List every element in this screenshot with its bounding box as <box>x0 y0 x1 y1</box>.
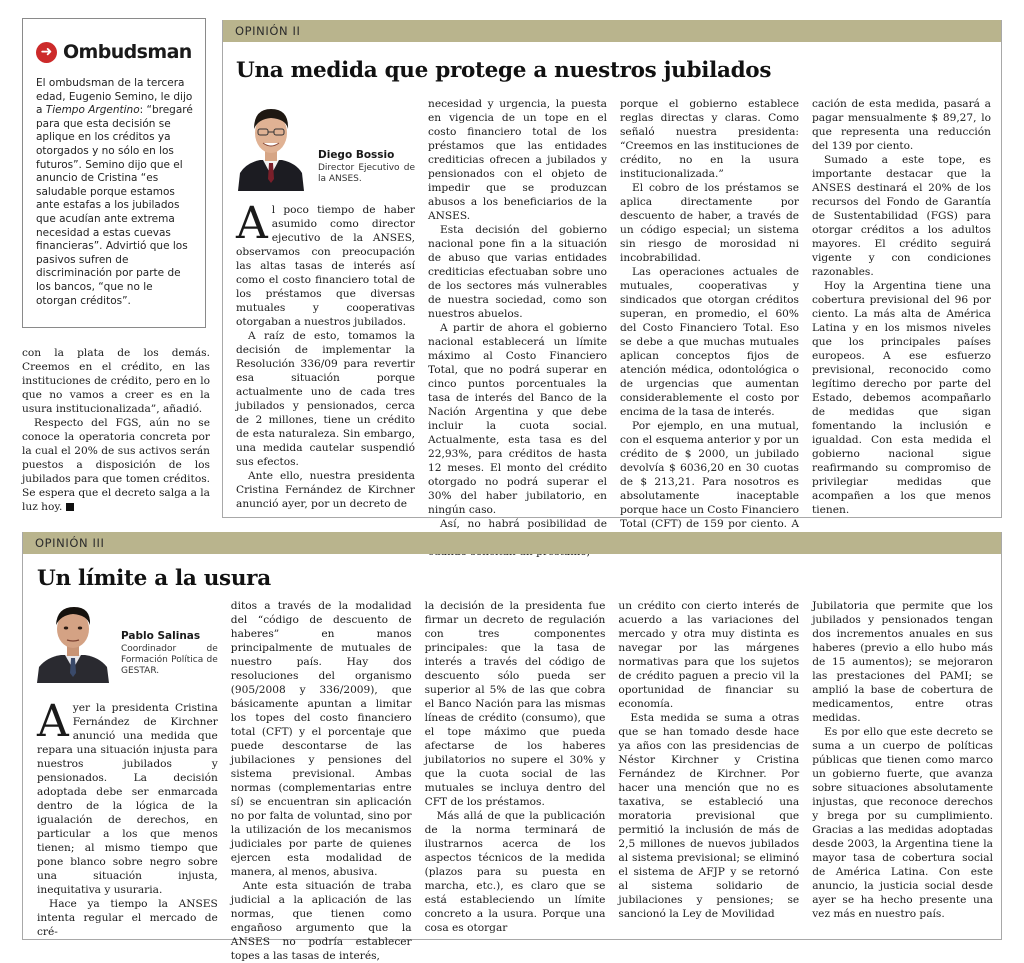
author-role: Coordinador de Formación Política de GESTAR. <box>121 644 218 676</box>
article-column-2 <box>428 97 607 530</box>
paragraph: Así, no habrá posibilidad de <box>440 518 607 530</box>
lead-paragraph <box>236 198 415 329</box>
author-role: Director Ejecutivo de la ANSES. <box>318 163 415 184</box>
article-column-3 <box>425 599 606 935</box>
lead-paragraph <box>37 696 218 897</box>
paragraph: Más allá de que la publicación de la norma terminará de ilustrarnos acerca de los aspectos técnicos de la medida (plazos para su puesta en marcha, etc.), es claro que se está estableciendo un límite concreto a la usura. Porque una cosa es otorgar <box>424 810 606 934</box>
paragraph: la decisión de la presidenta fue firmar un decreto de regulación con tres componentes principales: que la tasa de interés a través del código de descuento sólo pueda ser superior al 5% de las que cobra el Banco Nación para las mismas líneas de crédito (consumo), que el tope máximo que pueda afectarse de los haberes jubilatorios no supere el 30% y que la cuota social de las mutuales se incluya dentro del CFT de los préstamos. <box>424 600 606 808</box>
article-column-1 <box>37 599 218 938</box>
author-photo <box>236 99 306 191</box>
article-columns <box>236 97 991 530</box>
paragraph: El cobro de los préstamos se aplica directamente por descuento de haber, a través de un código especial; un sistema sin riesgo de morosidad ni incobrabilidad. <box>620 182 799 264</box>
lead-text: yer la presidenta Cristina Fernández de Kirchner anunció una medida que repara una situación injusta para nuestros jubilados y pensionados. La decisión adoptada debe ser enmarcada dentro de la lógica de la igualación de derechos, en particular a los que menos tienen; al mismo tiempo que pone blanco sobre negro sobre una situación injusta, inequitativa y usuraria. <box>37 702 218 896</box>
headline: Una medida que protege a nuestros jubilados <box>236 58 772 83</box>
opinion-section-3 <box>22 532 1002 962</box>
section-tag: OPINIÓN II <box>223 20 1001 42</box>
paragraph: Jubilatoria que permite que los jubilados y pensionados tengan dos incrementos anuales en sus haberes (previo a ello hubo más de 15 aumentos); se mejoraron las prestaciones del PAMI; se amplió la base de cobertura de medicamentos, entre otras medidas. <box>812 600 993 724</box>
author-name: Pablo Salinas <box>121 630 201 642</box>
author-info <box>318 148 415 191</box>
ombudsman-header <box>36 41 195 63</box>
paragraph: Ante esta situación de traba judicial a la aplicación de las normas, que tienen como engañoso argumento que la ANSES no podría establecer topes a las tasas de interés, <box>230 880 412 962</box>
ombudsman-text-part1: El ombudsman de la tercera edad, Eugenio Semino, le dijo a <box>36 77 193 117</box>
paragraph: ditos a través de la modalidad del “código de descuento de haberes” en manos principalmente de mutuales de nuestro país. Hay dos resoluciones del organismo (905/2008 y 336/2009), que básicamente apuntan a limitar los topes del costo financiero total (CFT) y el porcentaje que puede descontarse de las jubilaciones y pensiones del sistema previsional. Ambas normas (complementarias entre sí) se encuentran sin aplicación no por falta de voluntad, sino por la utilización de los mecanismos judiciales por parte de quienes ejercen esta modalidad de manera, al menos, abusiva. <box>230 600 412 878</box>
author-info <box>121 629 218 683</box>
paragraph: A raíz de esto, tomamos la decisión de implementar la Resolución 336/09 para revertir esa situación porque actualmente uno de cada tres jubilados y pensionados, cerca de 2 millones, tiene un crédito de esta naturaleza. Sin embargo, una medida cautelar suspendió sus efectos. <box>236 330 415 468</box>
author-block <box>37 599 218 683</box>
section-tag: OPINIÓN III <box>23 532 1001 554</box>
paragraph: Hoy la Argentina tiene una cobertura previsional del 96 por ciento. La más alta de América Latina y en los mismos niveles que los principales países europeos. A ese esfuerzo previsional, reconocido como legítimo derecho por parte del Estado, debemos acompañarlo de medidas que sigan fomentando la inclusión e igualdad. Con esta medida el gobierno nacional sigue reafirmando su compromiso de privilegiar medidas que acompañen a los que menos tienen. <box>812 280 991 516</box>
continued-paragraph-end <box>22 416 210 514</box>
article-column-1 <box>236 97 415 513</box>
paragraph: Esta medida se suma a otras que se han tomado desde hace ya años con las presidencias de Néstor Kirchner y Cristina Fernández de Kirchner. Por hacer una mención que no es taxativa, se estableció una moratoria previsional que permitió la inclusión de más de 2,5 millones de nuevos jubilados al sistema previsional; se eliminó el sistema de AFJP y se retornó al sistema solidario de jubilaciones y pensiones; se sancionó la Ley de Movilidad <box>618 712 800 920</box>
paragraph: cación de esta medida, pasará a pagar mensualmente $ 89,27, lo que representa una reducción del 139 por ciento. <box>812 98 991 152</box>
author-name: Diego Bossio <box>318 149 395 161</box>
lead-text: l poco tiempo de haber asumido como director ejecutivo de la ANSES, observamos con preocupación las altas tasas de interés así como el costo financiero total de los préstamos que diversas mutuales y cooperativas otorgaban a nuestros jubilados. <box>236 204 415 328</box>
author-block <box>236 97 415 191</box>
paragraph: Sumado a este tope, es importante destacar que la ANSES destinará el 20% de los recursos del Fondo de Garantía de Sustentabilidad (FGS) para otorgar créditos a los adultos mayores. El crédito seguirá vigente y con condiciones razonables. <box>812 154 991 278</box>
author-photo <box>37 599 109 683</box>
ombudsman-title: Ombudsman <box>63 41 192 63</box>
paragraph: Por ejemplo, en una mutual, con el esquema anterior y por un crédito de $ 2000, un jubilado devolvía $ 6036,20 en 30 cuotas de $ 213,21. Para nosotros es absolutamente inaceptable porque hace un Costo Financiero Total (CFT) de 159 por ciento. A <box>620 420 799 530</box>
opinion-section-2 <box>222 20 1002 530</box>
article-column-2 <box>230 599 412 962</box>
paragraph: necesidad y urgencia, la puesta en vigencia de un tope en el costo financiero total de los préstamos que las entidades crediticias ofrecen a jubilados y pensionados con el objeto de impedir que se produzcan abusos a los beneficiarios de la ANSES. <box>428 98 607 222</box>
article-columns <box>37 599 993 962</box>
paragraph: Hace ya tiempo la ANSES intenta regular el mercado de cré- <box>37 898 218 938</box>
continued-paragraph-text: Respecto del FGS, aún no se conoce la operatoria concreta por la cual el 20% de sus activos serán puestos a disposición de los jubilados para que tomen créditos. Se espera que el decreto salga a la luz hoy. <box>22 417 210 513</box>
paragraph: Esta decisión del gobierno nacional pone fin a la situación de abuso que varias entidades crediticias efectuaban sobre uno de los sectores más vulnerables de nuestra sociedad, como son nuestros abuelos. <box>428 224 607 320</box>
paragraph: A partir de ahora el gobierno nacional establecerá un límite máximo al Costo Financiero Total, que no podrá superar en cinco puntos porcentuales la tasa de interés del Banco de la Nación Argentina y que debe incluir la cuota social. Actualmente, esta tasa es del 22,93%, para créditos de hasta 12 meses. El monto del crédito otorgado no podrá superar el 30% del haber jubilatorio, en ningún caso. <box>428 322 607 516</box>
headline: Un límite a la usura <box>37 566 271 591</box>
paragraph: porque el gobierno establece reglas directas y claras. Como señaló nuestra presidenta: “Creemos en las instituciones de crédito, no en la usura institucionalizada.” <box>620 98 799 180</box>
article-column-4 <box>618 599 799 935</box>
paragraph: Es por ello que este decreto se suma a un cuerpo de políticas públicas que tienen como marco un gobierno fuerte, que avanza sobre situaciones absolutamente injustas, que reconoce derechos y brega por su cumplimiento. Gracias a las medidas adoptadas desde 2003, la Argentina tiene la mayor tasa de cobertura social de América Latina. Con este anuncio, la justicia social desde ayer se ha hecho presente una vez más en nuestro país. <box>812 726 993 920</box>
ombudsman-box <box>22 18 206 328</box>
end-of-article-mark <box>66 503 74 511</box>
ombudsman-text <box>36 77 195 308</box>
drop-cap: A <box>37 696 69 747</box>
article-column-5 <box>812 599 993 935</box>
continued-article-column <box>22 346 210 514</box>
arrow-right-circle-icon: ➜ <box>36 42 57 63</box>
article-column-4 <box>812 97 991 516</box>
article-column-3 <box>620 97 799 530</box>
continued-paragraph: con la plata de los demás. Creemos en el crédito, en las instituciones de crédito, pero en lo que no vamos a creer es en la usura institucionalizada”, añadió. <box>22 347 210 415</box>
paragraph: Las operaciones actuales de mutuales, cooperativas y sindicados que otorgan créditos superan, en promedio, el 60% del Costo Financiero Total. Eso se debe a que muchas mutuales aplican conceptos fijos de atención médica, odontológica o de urgencias que aumentan considerablemente el costo por encima de la tasa de interés. <box>620 266 799 418</box>
paragraph: un crédito con cierto interés de acuerdo a las variaciones del mercado y otra muy distinta es navegar por las márgenes normativas para que los sujetos de crédito paguen a precio vil la oportunidad de financiar su economía. <box>618 600 800 710</box>
ombudsman-text-part2: : “bregaré para que esta decisión se aplique en los créditos ya otorgados y no sólo en los futuros”. Semino dijo que el anuncio de Cristina “es saludable porque estamos ante estafas a los jubilados que acudían ante extrema necesidad a estas cuevas financieras”. Advirtió que los pasivos sufren de discriminación por parte de los bancos, “que no le otorgan créditos”. <box>36 104 193 307</box>
drop-cap: A <box>236 198 268 249</box>
ombudsman-text-italic: Tiempo Argentino <box>45 104 140 117</box>
paragraph: Ante ello, nuestra presidenta Cristina Fernández de Kirchner anunció ayer, por un decreto de <box>236 470 415 510</box>
